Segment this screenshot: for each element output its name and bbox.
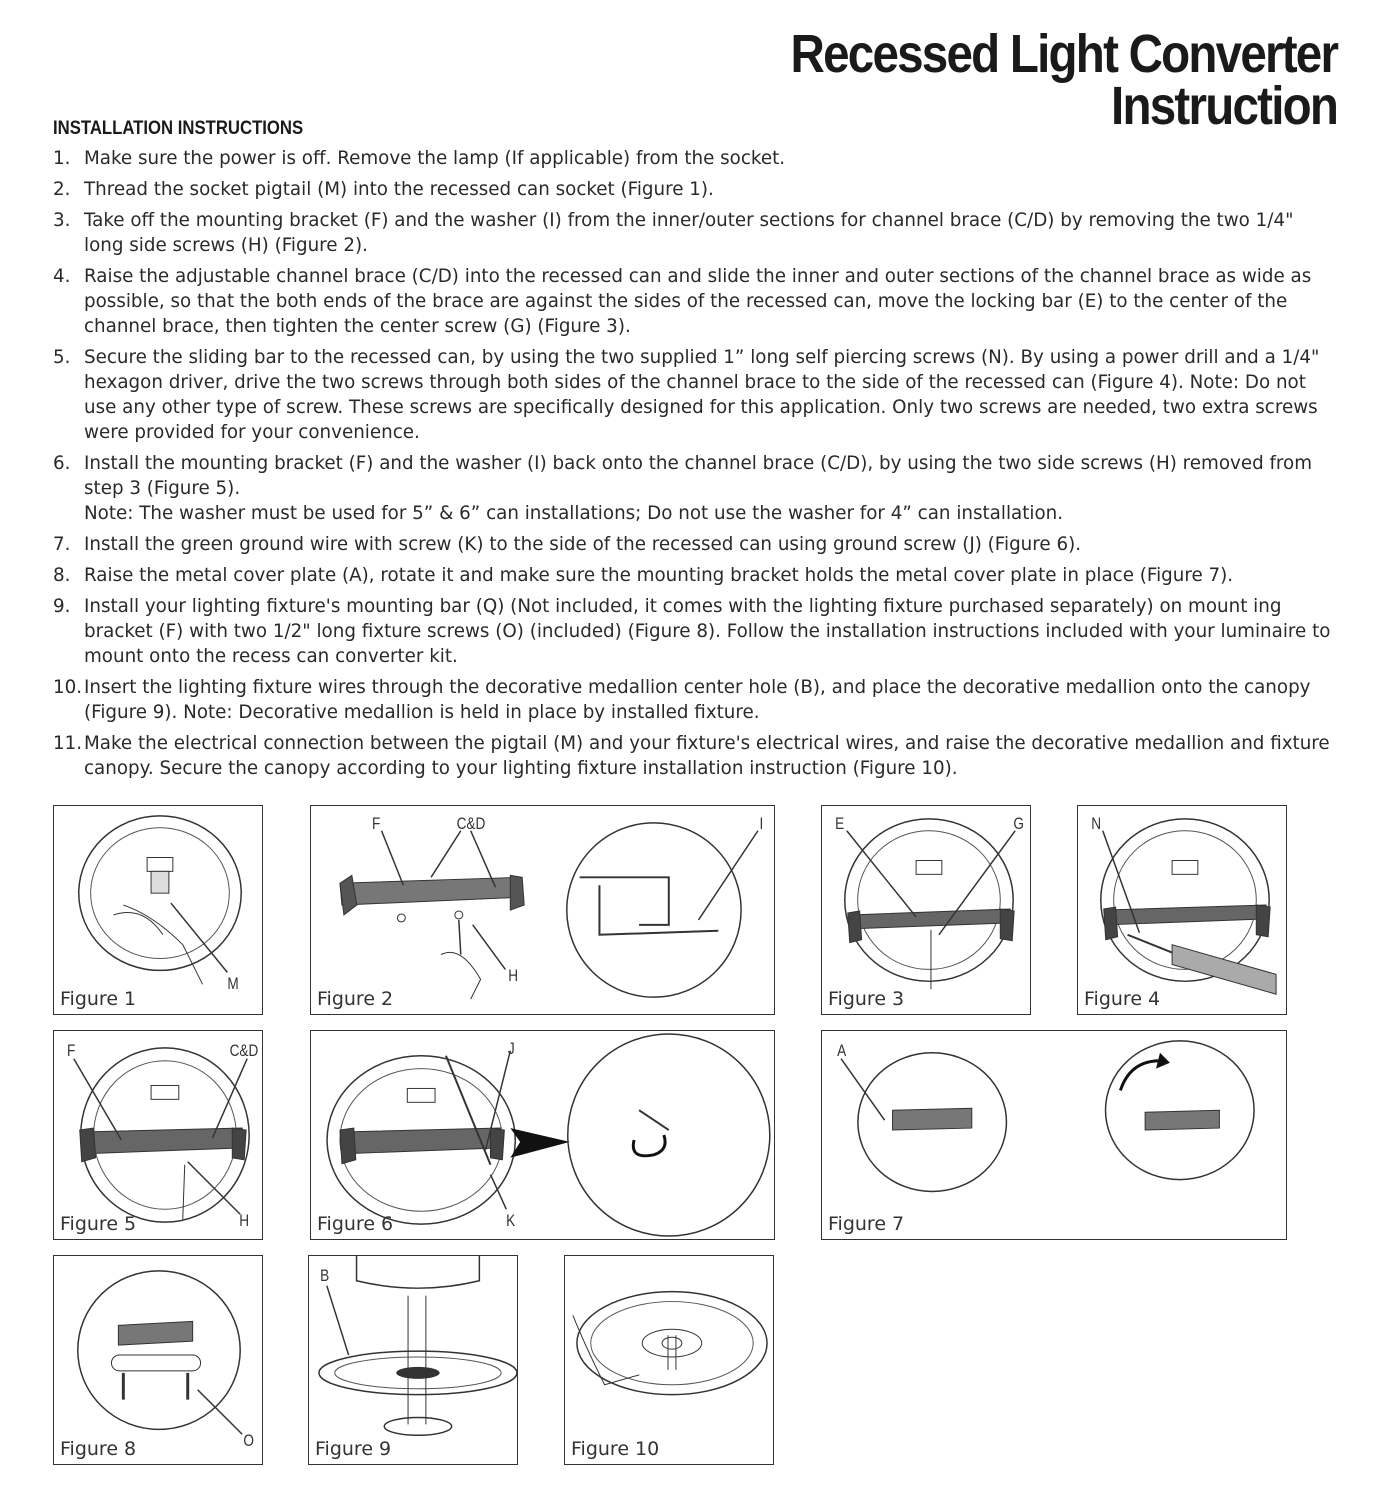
step-number: 10.: [53, 677, 83, 698]
step-number: 11.: [53, 733, 83, 754]
callout-label: K: [506, 1211, 516, 1230]
figure-6-illustration: [311, 1031, 774, 1239]
step-item: [53, 532, 1338, 557]
callout-label: C&D: [229, 1041, 259, 1060]
step-item: [53, 451, 1338, 526]
step-text: Install your lighting fixture's mounting bar (Q) (Not included, it comes with the lighting fixture purchased separately) on mount ing bracket (F) with two 1/2" long fixture screws (O) (included) (Figure 8). Follow the installation instructions included with your luminaire to mount onto the recess can converter kit.: [84, 596, 1331, 667]
step-text: Raise the metal cover plate (A), rotate it and make sure the mounting bracket holds the metal cover plate in place (Figure 7).: [84, 565, 1234, 586]
step-text: Secure the sliding bar to the recessed can, by using the two supplied 1” long self piercing screws (N). By using a power drill and a 1/4" hexagon driver, drive the two screws through both sides of the channel brace to the side of the recessed can (Figure 4). Note: Do not use any other type of screw. These screws are specifically designed for this application. Only two screws are needed, two extra screws were provided for your convenience.: [84, 347, 1320, 443]
figure-4-illustration: [1078, 806, 1286, 1014]
step-number: 3.: [53, 210, 71, 231]
instruction-steps: [53, 146, 1338, 787]
step-item: [53, 264, 1338, 339]
step-text: Thread the socket pigtail (M) into the recessed can socket (Figure 1).: [84, 179, 714, 200]
callout-label: C&D: [456, 814, 486, 833]
figure-8-illustration: [54, 1256, 262, 1464]
title-line-2: Instruction: [1110, 76, 1337, 136]
figure-4-panel: [1077, 805, 1287, 1015]
step-number: 4.: [53, 266, 71, 287]
step-number: 1.: [53, 148, 71, 169]
callout-label: J: [507, 1039, 515, 1058]
figure-9-panel: [308, 1255, 518, 1465]
step-number: 6.: [53, 453, 71, 474]
step-item: [53, 731, 1338, 781]
step-number: 2.: [53, 179, 71, 200]
figure-3-illustration: [822, 806, 1030, 1014]
step-item: [53, 146, 1338, 171]
step-text: Make the electrical connection between the pigtail (M) and your fixture's electrical wires, and raise the decorative medallion and fixture canopy. Secure the canopy according to your lighting fixture installation instruction (Figure 10).: [84, 733, 1330, 779]
document-title: [790, 24, 1337, 136]
figure-label: Figure 10: [571, 1438, 660, 1460]
step-number: 9.: [53, 596, 71, 617]
callout-label: F: [372, 814, 381, 833]
figure-5-illustration: [54, 1031, 262, 1239]
figure-2-panel: [310, 805, 775, 1015]
figure-6-panel: [310, 1030, 775, 1240]
step-text: Make sure the power is off. Remove the lamp (If applicable) from the socket.: [84, 148, 786, 169]
figure-10-illustration: [565, 1256, 773, 1464]
callout-label: G: [1013, 814, 1024, 833]
step-text: Raise the adjustable channel brace (C/D) into the recessed can and slide the inner and outer sections of the channel brace as wide as possible, so that the both ends of the brace are against the sides of the recessed can, move the locking bar (E) to the center of the channel brace, then tighten the center screw (G) (Figure 3).: [84, 266, 1312, 337]
figure-2-illustration: [311, 806, 774, 1014]
title-line-1: Recessed Light Converter: [790, 24, 1337, 84]
callout-label: E: [835, 814, 845, 833]
figure-5-panel: [53, 1030, 263, 1240]
step-number: 8.: [53, 565, 71, 586]
callout-label: B: [320, 1266, 330, 1285]
figure-label: Figure 5: [60, 1213, 137, 1235]
step-number: 5.: [53, 347, 71, 368]
figure-label: Figure 1: [60, 988, 137, 1010]
figure-1-panel: [53, 805, 263, 1015]
step-item: [53, 208, 1338, 258]
callout-label: A: [837, 1041, 847, 1060]
step-item: [53, 345, 1338, 445]
figure-label: Figure 7: [828, 1213, 905, 1235]
step-text: Install the green ground wire with screw (K) to the side of the recessed can using ground screw (J) (Figure 6).: [84, 534, 1082, 555]
step-text: Take off the mounting bracket (F) and the washer (I) from the inner/outer sections for channel brace (C/D) by removing the two 1/4" long side screws (H) (Figure 2).: [84, 210, 1294, 256]
figure-label: Figure 2: [317, 988, 394, 1010]
step-item: [53, 177, 1338, 202]
callout-label: H: [239, 1211, 250, 1230]
figure-9-illustration: [309, 1256, 517, 1464]
callout-label: O: [243, 1431, 254, 1450]
callout-label: N: [1091, 814, 1102, 833]
step-text: Insert the lighting fixture wires through the decorative medallion center hole (B), and place the decorative medallion onto the canopy (Figure 9). Note: Decorative medallion is held in place by installed fixture.: [84, 677, 1311, 723]
step-item: [53, 594, 1338, 669]
figure-label: Figure 8: [60, 1438, 137, 1460]
callout-label: F: [67, 1041, 76, 1060]
figure-label: Figure 6: [317, 1213, 394, 1235]
figure-label: Figure 4: [1084, 988, 1161, 1010]
step-number: 7.: [53, 534, 71, 555]
figure-10-panel: [564, 1255, 774, 1465]
figure-8-panel: [53, 1255, 263, 1465]
figure-label: Figure 3: [828, 988, 905, 1010]
callout-label: H: [508, 966, 519, 985]
step-item: [53, 675, 1338, 725]
section-heading: INSTALLATION INSTRUCTIONS: [53, 118, 304, 139]
figure-3-panel: [821, 805, 1031, 1015]
figure-7-panel: [821, 1030, 1287, 1240]
callout-label: M: [227, 974, 239, 993]
callout-label: I: [759, 814, 764, 833]
step-item: [53, 563, 1338, 588]
step-note: Note: The washer must be used for 5” & 6” can installations; Do not use the washer for 4” can installation.: [84, 503, 1064, 524]
step-text: Install the mounting bracket (F) and the washer (I) back onto the channel brace (C/D), by using the two side screws (H) removed from step 3 (Figure 5).: [84, 453, 1313, 499]
figure-7-illustration: [822, 1031, 1286, 1239]
figure-label: Figure 9: [315, 1438, 392, 1460]
